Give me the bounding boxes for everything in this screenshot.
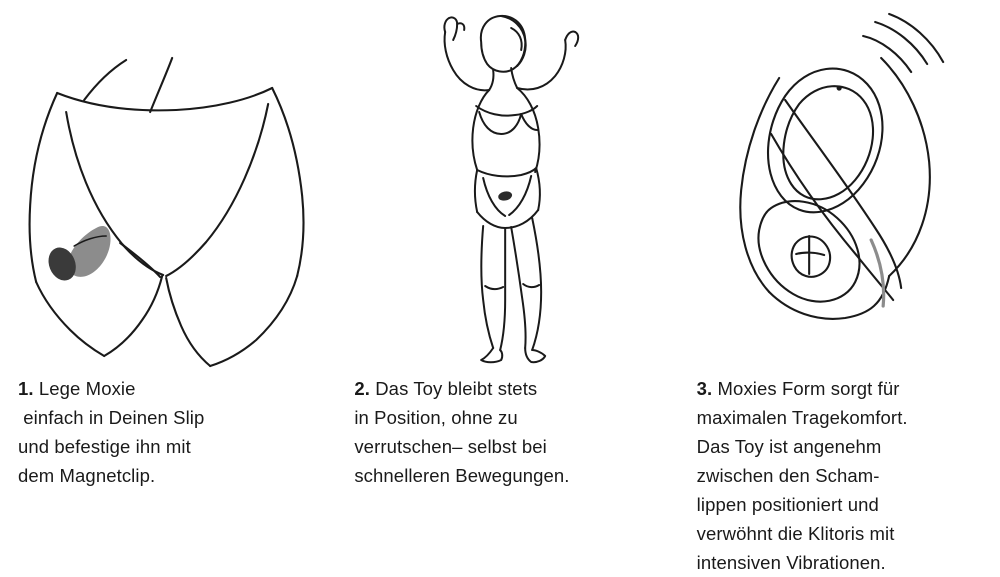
step-1 xyxy=(0,0,333,572)
highlight-dot xyxy=(836,85,841,90)
illustration-standing-woman xyxy=(333,0,666,372)
step-2-line-3: verrutschen– selbst bei xyxy=(354,436,547,457)
step-3-line-3: Das Toy ist angenehm xyxy=(696,436,882,457)
step-2-line-1: Das Toy bleibt stets xyxy=(375,378,538,399)
step-3-line-5: lippen positioniert und xyxy=(696,494,879,515)
step-3-line-2: maximalen Tragekomfort. xyxy=(696,407,908,428)
step-3-caption xyxy=(697,374,997,577)
step-1-caption xyxy=(18,374,318,490)
toy-mark xyxy=(498,190,514,202)
step-2-line-4: schnelleren Bewegungen. xyxy=(354,465,570,486)
step-2-number: 2. xyxy=(354,378,370,399)
step-1-line-2: einfach in Deinen Slip xyxy=(18,407,205,428)
step-3 xyxy=(667,0,1000,572)
step-1-number: 1. xyxy=(18,378,34,399)
illustration-hips-with-panty-and-toy xyxy=(0,0,333,372)
step-1-line-1: Lege Moxie xyxy=(38,378,136,399)
step-1-line-4: dem Magnetclip. xyxy=(18,465,156,486)
illustration-closeup-toy xyxy=(667,0,1000,372)
step-3-line-7: intensiven Vibrationen. xyxy=(696,552,886,573)
step-3-number: 3. xyxy=(696,378,713,399)
step-2 xyxy=(333,0,666,572)
step-2-caption xyxy=(354,374,654,490)
step-2-line-2: in Position, ohne zu xyxy=(354,407,518,428)
toy-shape xyxy=(44,226,111,285)
step-3-line-6: verwöhnt die Klitoris mit xyxy=(696,523,895,544)
step-3-line-1: Moxies Form sorgt für xyxy=(717,378,900,399)
step-3-line-4: zwischen den Scham- xyxy=(696,465,880,486)
step-1-line-3: und befestige ihn mit xyxy=(18,436,191,457)
